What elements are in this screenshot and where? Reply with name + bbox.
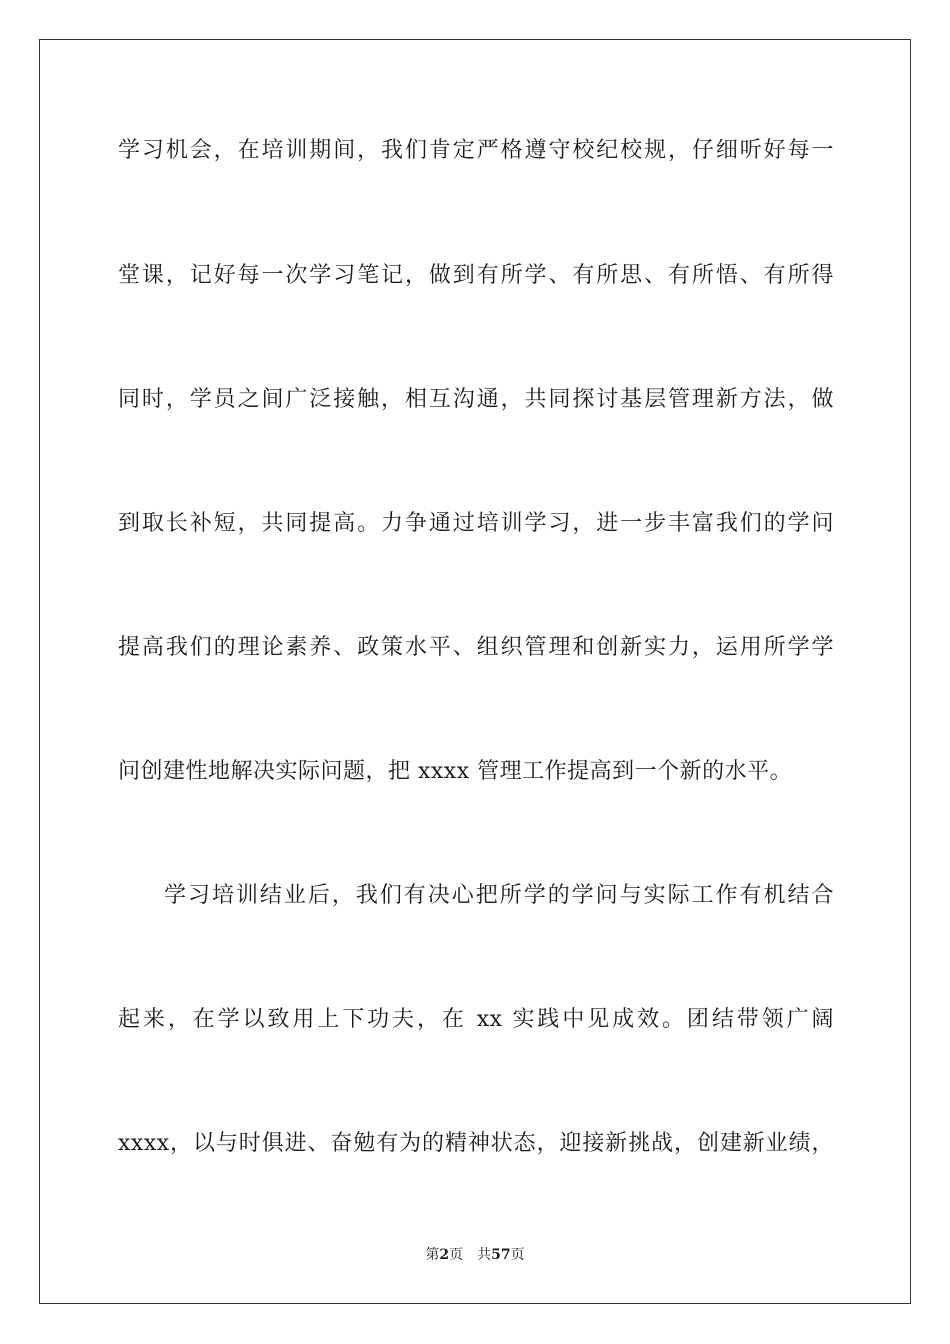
page-border [39, 39, 911, 1304]
total-suffix: 页 [510, 1247, 525, 1263]
page-footer [0, 1246, 950, 1264]
total-page-number: 57 [491, 1247, 511, 1263]
page-suffix: 页 [449, 1247, 464, 1263]
body-line-6: 问创建性地解决实际问题，把 xxxx 管理工作提高到一个新的水平。 [118, 759, 793, 784]
body-line-2: 堂课，记好每一次学习笔记，做到有所学、有所思、有所悟、有所得 [118, 263, 834, 288]
body-line-9: xxxx，以与时俱进、奋勉有为的精神状态，迎接新挑战，创建新业绩， [118, 1131, 834, 1156]
body-line-8: 起来，在学以致用上下功夫，在 xx 实践中见成效。团结带领广阔 [118, 1007, 834, 1032]
body-line-1: 学习机会，在培训期间，我们肯定严格遵守校纪校规，仔细听好每一 [118, 138, 834, 163]
body-line-3: 同时，学员之间广泛接触，相互沟通，共同探讨基层管理新方法，做 [118, 387, 834, 412]
current-page-number: 2 [439, 1247, 450, 1263]
body-line-5: 提高我们的理论素养、政策水平、组织管理和创新实力，运用所学学 [118, 635, 834, 660]
total-prefix: 共 [477, 1247, 492, 1263]
body-line-7: 学习培训结业后，我们有决心把所学的学问与实际工作有机结合 [164, 883, 834, 908]
body-line-4: 到取长补短，共同提高。力争通过培训学习，进一步丰富我们的学问 [118, 511, 834, 536]
page-prefix: 第 [425, 1247, 440, 1263]
